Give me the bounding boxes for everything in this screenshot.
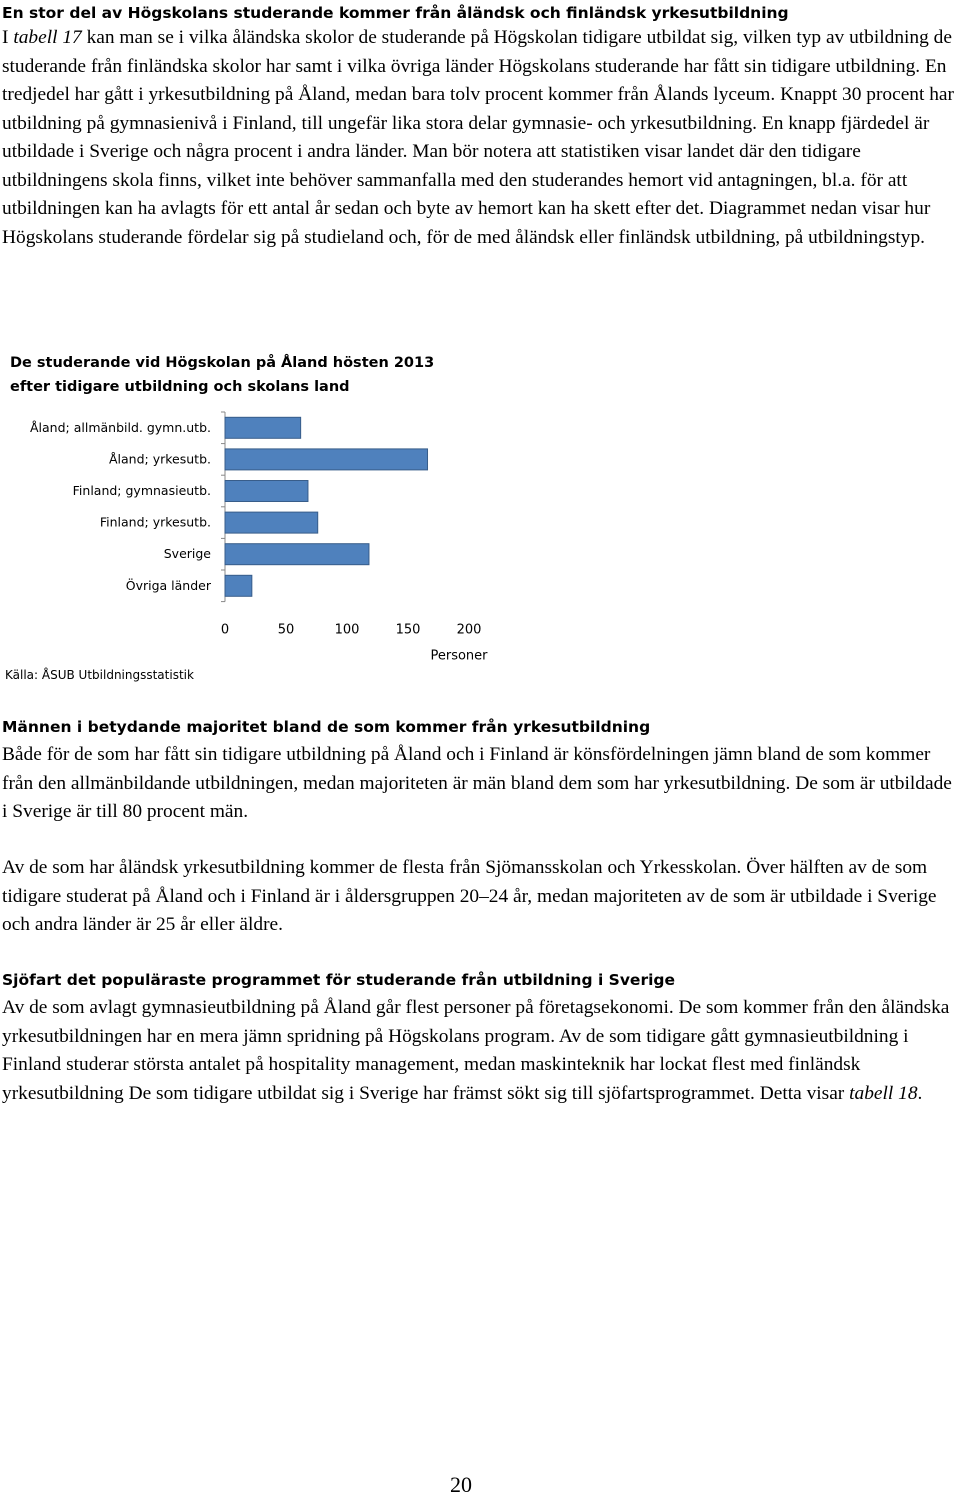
section-paragraph-2: Både för de som har fått sin tidigare utbildning på Åland och i Finland är könsfördelningen jämn bland de som kommer från den allmänbildande utbildningen, medan majoriteten är män bland dem som har yrkesutbildning. De som är utbildade i Sverige är till 80 procent män. [2,744,952,822]
bar-chart [2,400,522,665]
paragraph-text: kan man se i vilka åländska skolor de studerande på Högskolan tidigare utbildat sig, vilken typ av utbildning de studerande från finländska skolor har samt i vilka övriga länder Högskolans studerande har fått sin tidigare utbildning. En tredjedel har gått i yrkesutbildning på Åland, medan bara tolv procent kommer från Ålands lyceum. Knappt 30 procent har utbildning på gymnasienivå i Finland, till ungefär lika stora delar gymnasie- och yrkesutbildning. En knapp fjärdedel är utbildade i Sverige och några procent i andra länder. Man bör notera att statistiken visar landet där den tidigare utbildningens skola finns, vilket inte behöver sammanfalla med den studerandes hemort vid antagningen, bl.a. för att utbildningen kan ha avlagts för ett antal år sedan och byte av hemort kan ha skett efter det. Diagrammet nedan visar hur Högskolans studerande fördelar sig på studieland och, för de med åländsk eller finländsk utbildning, på utbildningstyp. [2,27,954,248]
paragraph-text: I [2,27,14,48]
bar [225,544,369,565]
chart-title-line-2: efter tidigare utbildning och skolans land [10,379,350,395]
section-paragraph-4 [2,994,958,1108]
chart-source: Källa: ÅSUB Utbildningsstatistik [5,668,194,682]
x-tick-label: 200 [456,622,482,638]
bar [225,417,301,438]
section-paragraph-3: Av de som har åländsk yrkesutbildning kommer de flesta från Sjömansskolan och Yrkesskolan. Över hälften av de som tidigare studerat på Åland och i Finland är i åldersgruppen 20–24 år, medan majoriteten av de som är utbildade i Sverige och andra länder är 25 år eller äldre. [2,857,937,935]
chart-title [10,351,434,399]
category-label: Åland; allmänbild. gymn.utb. [30,419,211,435]
section-paragraph-1 [2,24,958,252]
chart-title-line-1: De studerande vid Högskolan på Åland hösten 2013 [10,355,435,371]
bar [225,449,428,470]
category-label: Finland; yrkesutb. [99,514,211,530]
category-label: Finland; gymnasieutb. [72,483,211,498]
section-heading-2: Männen i betydande majoritet bland de som kommer från yrkesutbildning [2,718,651,736]
category-label: Sverige [163,546,211,562]
section-heading-1: En stor del av Högskolans studerande kommer från åländsk och finländsk yrkesutbildning [2,4,789,22]
x-tick-label: 50 [277,622,295,638]
bar [225,481,308,502]
x-tick-label: 100 [334,622,360,638]
page-number: 20 [450,1472,472,1497]
bar [225,575,252,596]
x-tick-label: 150 [395,622,421,638]
table-reference: tabell 18 [849,1082,918,1104]
paragraph-text: . [917,1082,923,1104]
category-label: Åland; yrkesutb. [109,451,211,467]
x-tick-label: 0 [220,622,230,638]
x-axis-label: Personer [430,648,488,664]
section-heading-3: Sjöfart det populäraste programmet för studerande från utbildning i Sverige [2,971,676,989]
category-label: Övriga länder [125,577,211,593]
paragraph-text: Av de som avlagt gymnasieutbildning på Åland går flest personer på företagsekonomi. De som kommer från den åländska yrkesutbildningen har en mera jämn spridning på Högskolans program. Av de som tidigare gått gymnasieutbildning i Finland studerar största antalet på hospitality management, medan maskinteknik har lockat flest med finländsk yrkesutbildning De som tidigare utbildat sig i Sverige har främst sökt sig till sjöfartsprogrammet. Detta visar [2,997,950,1104]
bar [225,512,318,533]
table-reference: tabell 17 [13,27,82,48]
